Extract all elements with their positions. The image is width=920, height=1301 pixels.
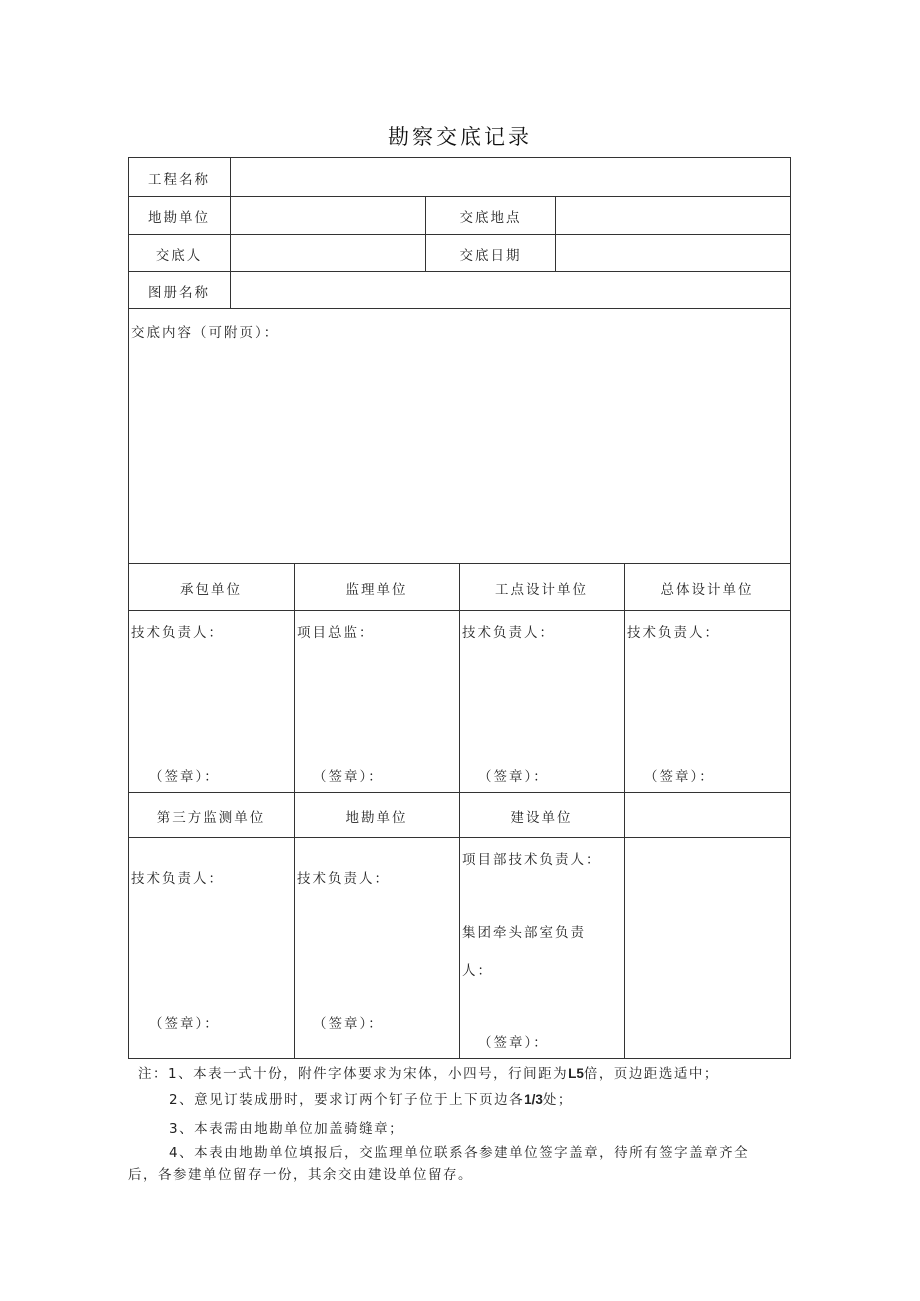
contractor-unit-header: 承包单位 — [180, 582, 242, 598]
handover-date-label: 交底日期 — [459, 248, 522, 264]
atlas-name-label: 图册名称 — [148, 285, 210, 301]
table-border-right — [790, 157, 791, 1059]
col-divider — [624, 563, 625, 1059]
atlas-name-field[interactable] — [231, 272, 790, 308]
chief-supervisor-label: 项目总监： — [297, 625, 375, 641]
survey-unit-label: 地勘单位 — [148, 210, 210, 226]
general-design-tech-lead-label: 技术负责人： — [627, 625, 720, 641]
general-design-stamp-label: （签章）： — [644, 769, 715, 785]
site-design-unit-header: 工点设计单位 — [495, 582, 588, 598]
handover-location-field[interactable] — [556, 197, 790, 234]
group-lead-dept-head-label-cont: 人： — [462, 963, 493, 979]
handover-content-area[interactable] — [129, 343, 790, 563]
group-lead-dept-head-label: 集团牵头部室负责 — [462, 925, 586, 941]
presenter-label: 交底人 — [155, 248, 203, 264]
third-party-monitoring-header: 第三方监测单位 — [156, 810, 266, 826]
project-name-field[interactable] — [231, 158, 790, 196]
monitoring-stamp-label: （签章）： — [149, 1016, 220, 1032]
survey-unit-header: 地勘单位 — [345, 810, 408, 826]
survey-tech-lead-label: 技术负责人： — [297, 871, 390, 887]
handover-date-field[interactable] — [556, 235, 790, 271]
handover-location-label: 交底地点 — [459, 210, 522, 226]
construction-unit-header: 建设单位 — [510, 810, 573, 826]
construction-stamp-label: （签章）： — [478, 1035, 549, 1051]
presenter-field[interactable] — [231, 235, 425, 271]
page-title: 勘察交底记录 — [388, 125, 532, 149]
site-design-tech-lead-label: 技术负责人： — [462, 625, 555, 641]
handover-content-label: 交底内容（可附页）： — [131, 325, 280, 341]
site-design-stamp-label: （签章）： — [478, 769, 549, 785]
general-design-unit-header: 总体设计单位 — [660, 582, 754, 598]
note-4-cont: 后，各参建单位留存一份，其余交由建设单位留存。 — [128, 1167, 473, 1183]
note-3: 3、本表需由地勘单位加盖骑缝章； — [169, 1121, 405, 1137]
monitoring-tech-lead-label: 技术负责人： — [131, 871, 224, 887]
project-name-label: 工程名称 — [148, 172, 210, 188]
contractor-tech-lead-label: 技术负责人： — [131, 625, 224, 641]
note-1: 注：1、本表一式十份，附件字体要求为宋体，小四号，行间距为L5倍，页边距选适中； — [138, 1066, 719, 1082]
project-dept-tech-lead-label: 项目部技术负责人： — [462, 852, 602, 868]
supervision-stamp-label: （签章）： — [313, 769, 384, 785]
row-divider — [128, 308, 791, 309]
survey-stamp-label: （签章）： — [313, 1016, 384, 1032]
note-2: 2、意见订装成册时，要求订两个钉子位于上下页边各1/3处； — [169, 1092, 573, 1108]
survey-handover-form — [128, 157, 791, 1059]
note-4: 4、本表由地勘单位填报后，交监理单位联系各参建单位签字盖章，待所有签字盖章齐全 — [169, 1145, 750, 1161]
contractor-stamp-label: （签章）： — [149, 769, 220, 785]
supervision-unit-header: 监理单位 — [345, 582, 408, 598]
survey-unit-field[interactable] — [231, 197, 425, 234]
